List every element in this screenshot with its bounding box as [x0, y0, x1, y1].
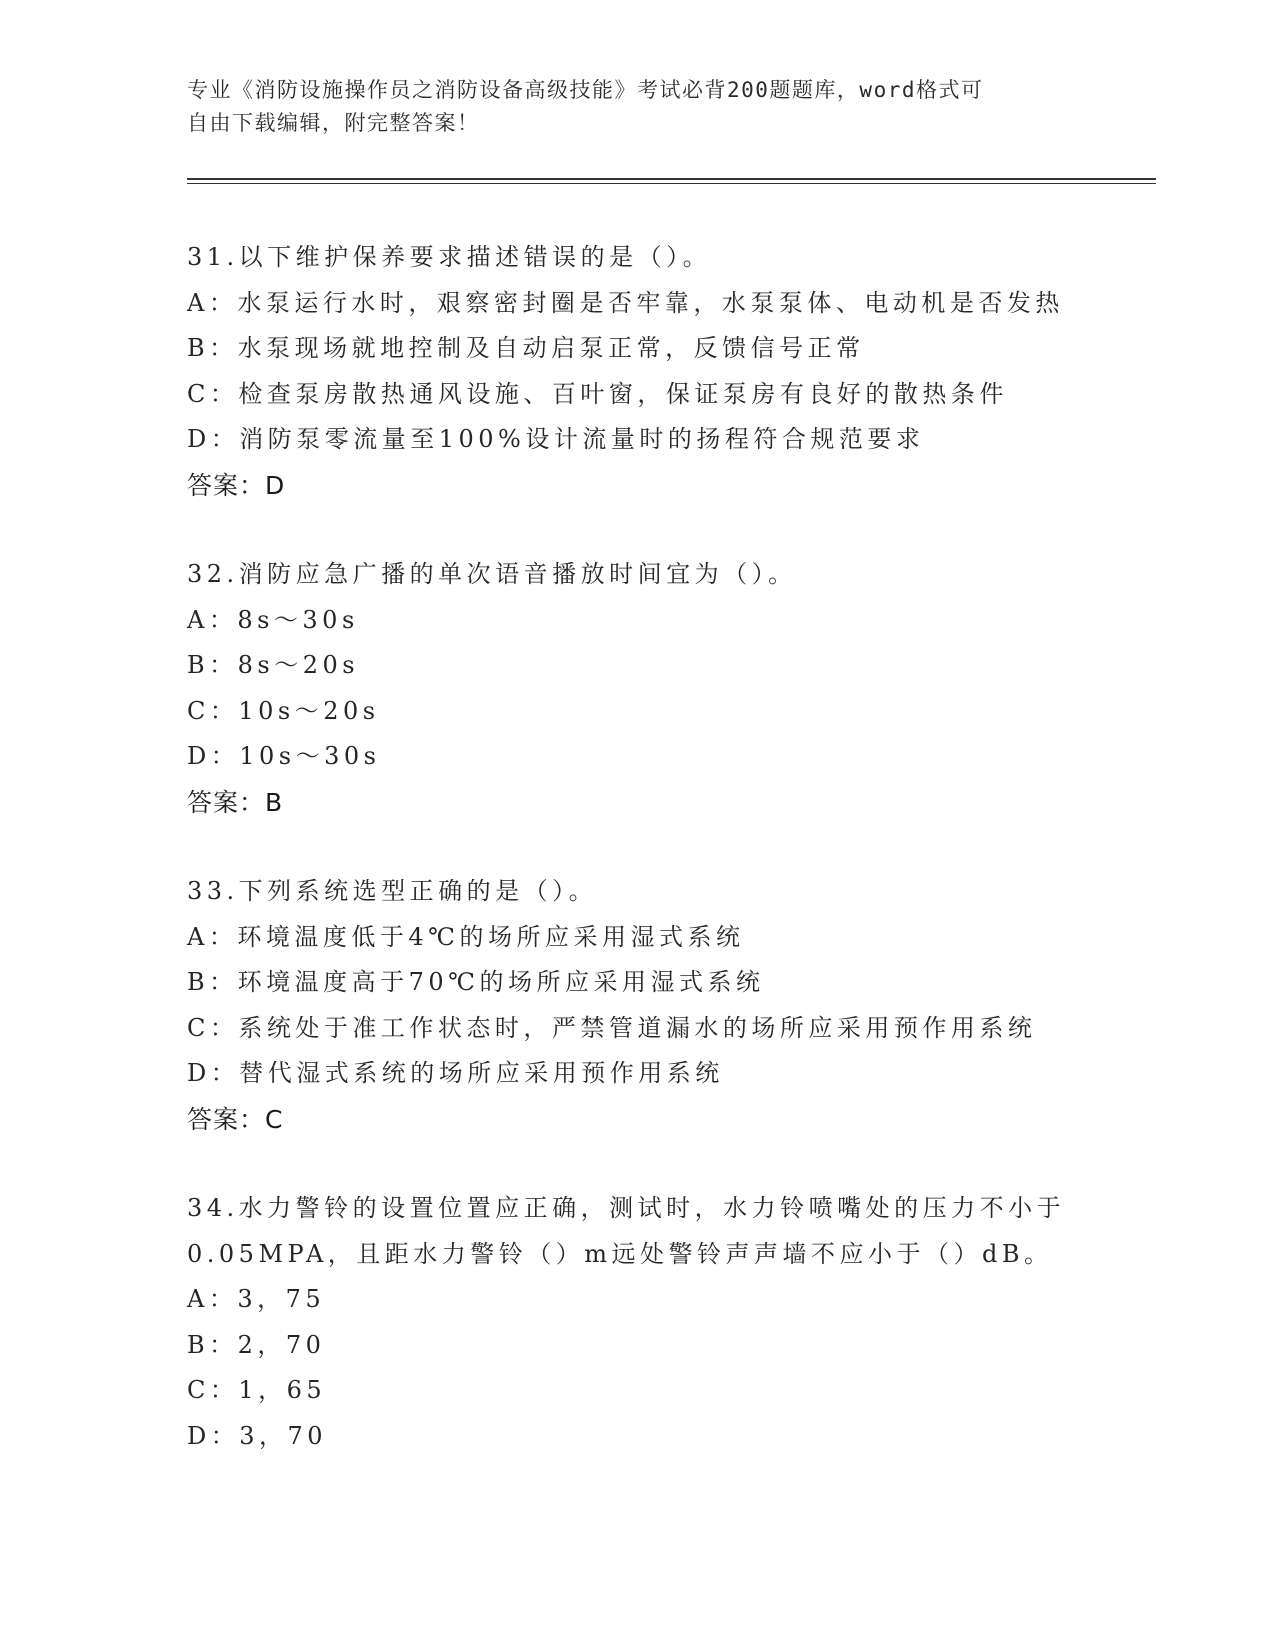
header-divider-top: [187, 178, 1156, 180]
question-31: [187, 235, 1087, 508]
question-34: [187, 1186, 1087, 1459]
header-line-1: 专业《消防设施操作员之消防设备高级技能》考试必背200题题库，word格式可: [187, 78, 984, 102]
question-stem-line-2: 0.05MPA，且距水力警铃（）m远处警铃声声墙不应小于（）dB。: [187, 1239, 1053, 1268]
document-header: [187, 74, 1087, 140]
question-32: [187, 552, 1087, 825]
option-b: B：环境温度高于70℃的场所应采用湿式系统: [187, 968, 765, 996]
option-c: C：检查泵房散热通风设施、百叶窗，保证泵房有良好的散热条件: [187, 379, 1008, 408]
answer: 答案：B: [187, 787, 284, 817]
option-b: B：8s～20s: [187, 651, 360, 679]
option-b: B：水泵现场就地控制及自动启泵正常，反馈信号正常: [187, 334, 865, 362]
question-33: [187, 869, 1087, 1142]
question-list: [187, 235, 1087, 1503]
option-b: B：2，70: [187, 1330, 326, 1359]
question-stem: 32.消防应急广播的单次语音播放时间宜为（）。: [187, 560, 797, 588]
option-c: C：1，65: [187, 1376, 327, 1404]
option-a: A：3，75: [187, 1285, 326, 1313]
option-d: D：3，70: [187, 1421, 328, 1450]
question-stem: 33.下列系统选型正确的是（）。: [187, 877, 598, 905]
answer: 答案：C: [187, 1104, 284, 1134]
option-c: C：10s～20s: [187, 696, 380, 725]
option-d: D：替代湿式系统的场所应采用预作用系统: [187, 1059, 724, 1087]
header-line-2: 自由下载编辑，附完整答案！: [187, 111, 480, 135]
option-c: C：系统处于准工作状态时，严禁管道漏水的场所应采用预作用系统: [187, 1013, 1037, 1042]
option-a: A：8s～30s: [187, 605, 359, 634]
question-stem: 31.以下维护保养要求描述错误的是（）。: [187, 243, 712, 271]
answer: 答案：D: [187, 470, 286, 500]
option-a: A：环境温度低于4℃的场所应采用湿式系统: [187, 922, 745, 951]
question-stem-line-1: 34.水力警铃的设置位置应正确，测试时，水力铃喷嘴处的压力不小于: [187, 1194, 1066, 1222]
option-d: D：10s～30s: [187, 742, 381, 770]
header-divider-bottom: [187, 183, 1156, 184]
option-d: D：消防泵零流量至100%设计流量时的扬程符合规范要求: [187, 425, 925, 453]
option-a: A：水泵运行水时，艰察密封圈是否牢靠，水泵泵体、电动机是否发热: [187, 288, 1064, 317]
